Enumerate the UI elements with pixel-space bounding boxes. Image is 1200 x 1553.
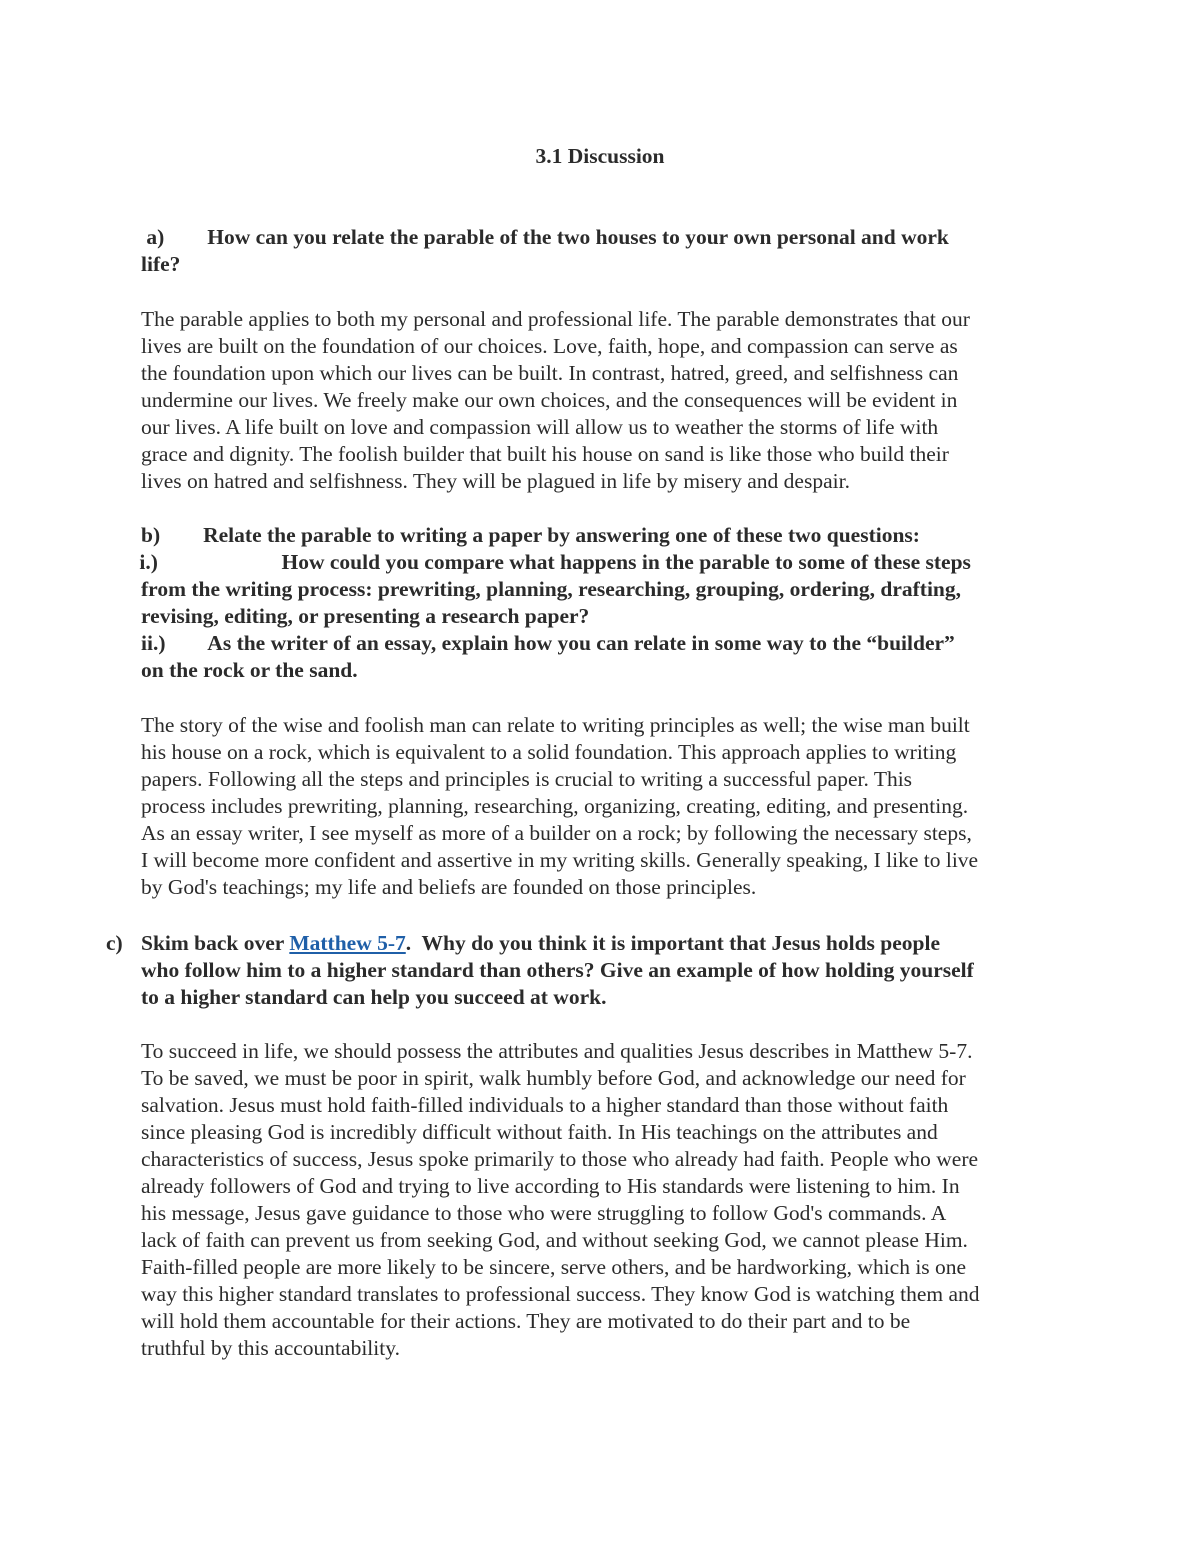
answer-c-line: To be saved, we must be poor in spirit, walk humbly before God, and acknowledge our need for	[141, 1066, 966, 1090]
answer-a-line: grace and dignity. The foolish builder that built his house on sand is like those who build their	[141, 442, 949, 466]
question-b-line: b) Relate the parable to writing a paper by answering one of these two questions:	[141, 523, 920, 547]
question-c-suffix: . Why do you think it is important that Jesus holds people	[405, 931, 941, 955]
answer-c-line: truthful by this accountability.	[141, 1336, 400, 1360]
answer-c-line: characteristics of success, Jesus spoke primarily to those who already had faith. People who were	[141, 1147, 979, 1171]
answer-c-line: will hold them accountable for their actions. They are motivated to do their part and to be	[141, 1309, 911, 1333]
answer-b-line: by God's teachings; my life and beliefs are founded on those principles.	[141, 875, 757, 899]
answer-a-line: lives on hatred and selfishness. They will be plagued in life by misery and despair.	[141, 469, 850, 493]
question-c-line: to a higher standard can help you succeed at work.	[141, 985, 607, 1009]
answer-c-line: way this higher standard translates to professional success. They know God is watching them and	[141, 1282, 980, 1306]
answer-c-line: since pleasing God is incredibly difficult without faith. In His teachings on the attributes and	[141, 1120, 938, 1144]
answer-a-line: undermine our lives. We freely make our own choices, and the consequences will be evident in	[141, 388, 958, 412]
answer-b-line: The story of the wise and foolish man can relate to writing principles as well; the wise man built	[141, 713, 970, 737]
answer-b-line: papers. Following all the steps and principles is crucial to writing a successful paper. This	[141, 767, 913, 791]
answer-c-line: lack of faith can prevent us from seeking God, and without seeking God, we cannot please Him.	[141, 1228, 968, 1252]
question-a-line-1: a) How can you relate the parable of the two houses to your own personal and work	[141, 225, 949, 249]
answer-b-line: I will become more confident and assertive in my writing skills. Generally speaking, I like to live	[141, 848, 979, 872]
answer-b-line: As an essay writer, I see myself as more of a builder on a rock; by following the necessary steps,	[141, 821, 972, 845]
answer-a-line: our lives. A life built on love and compassion will allow us to weather the storms of life with	[141, 415, 939, 439]
question-c-line-1	[141, 930, 940, 957]
answer-b-line: his house on a rock, which is equivalent to a solid foundation. This approach applies to writing	[141, 740, 957, 764]
answer-a-line: the foundation upon which our lives can be built. In contrast, hatred, greed, and selfishness can	[141, 361, 959, 385]
page-title: 3.1 Discussion	[535, 144, 665, 168]
answer-c-line: salvation. Jesus must hold faith-filled individuals to a higher standard than those without faith	[141, 1093, 949, 1117]
question-b-line: from the writing process: prewriting, planning, researching, grouping, ordering, drafting,	[141, 577, 962, 601]
question-b-line: on the rock or the sand.	[141, 658, 358, 682]
matthew-5-7-link[interactable]: Matthew 5-7	[289, 931, 406, 955]
question-c-prefix: Skim back over	[141, 931, 290, 955]
question-b-line: i.) How could you compare what happens in the parable to some of these steps	[134, 550, 971, 574]
answer-c-line: already followers of God and trying to live according to His standards were listening to him. In	[141, 1174, 960, 1198]
answer-b-line: process includes prewriting, planning, researching, organizing, creating, editing, and presenting.	[141, 794, 969, 818]
question-b-line: ii.) As the writer of an essay, explain how you can relate in some way to the “builder”	[141, 631, 955, 655]
answer-c-line: To succeed in life, we should possess the attributes and qualities Jesus describes in Matthew 5-7.	[141, 1039, 973, 1063]
question-b-line: revising, editing, or presenting a research paper?	[141, 604, 590, 628]
question-c-marker: c)	[106, 931, 123, 955]
answer-a-line: The parable applies to both my personal and professional life. The parable demonstrates that our	[141, 307, 970, 331]
answer-c-line: his message, Jesus gave guidance to those who were struggling to follow God's commands. A	[141, 1201, 947, 1225]
answer-c-line: Faith-filled people are more likely to be sincere, serve others, and be hardworking, which is one	[141, 1255, 967, 1279]
question-c-line: who follow him to a higher standard than others? Give an example of how holding yourself	[141, 958, 974, 982]
answer-a-line: lives are built on the foundation of our choices. Love, faith, hope, and compassion can serve as	[141, 334, 958, 358]
question-a-line-2: life?	[141, 252, 181, 276]
